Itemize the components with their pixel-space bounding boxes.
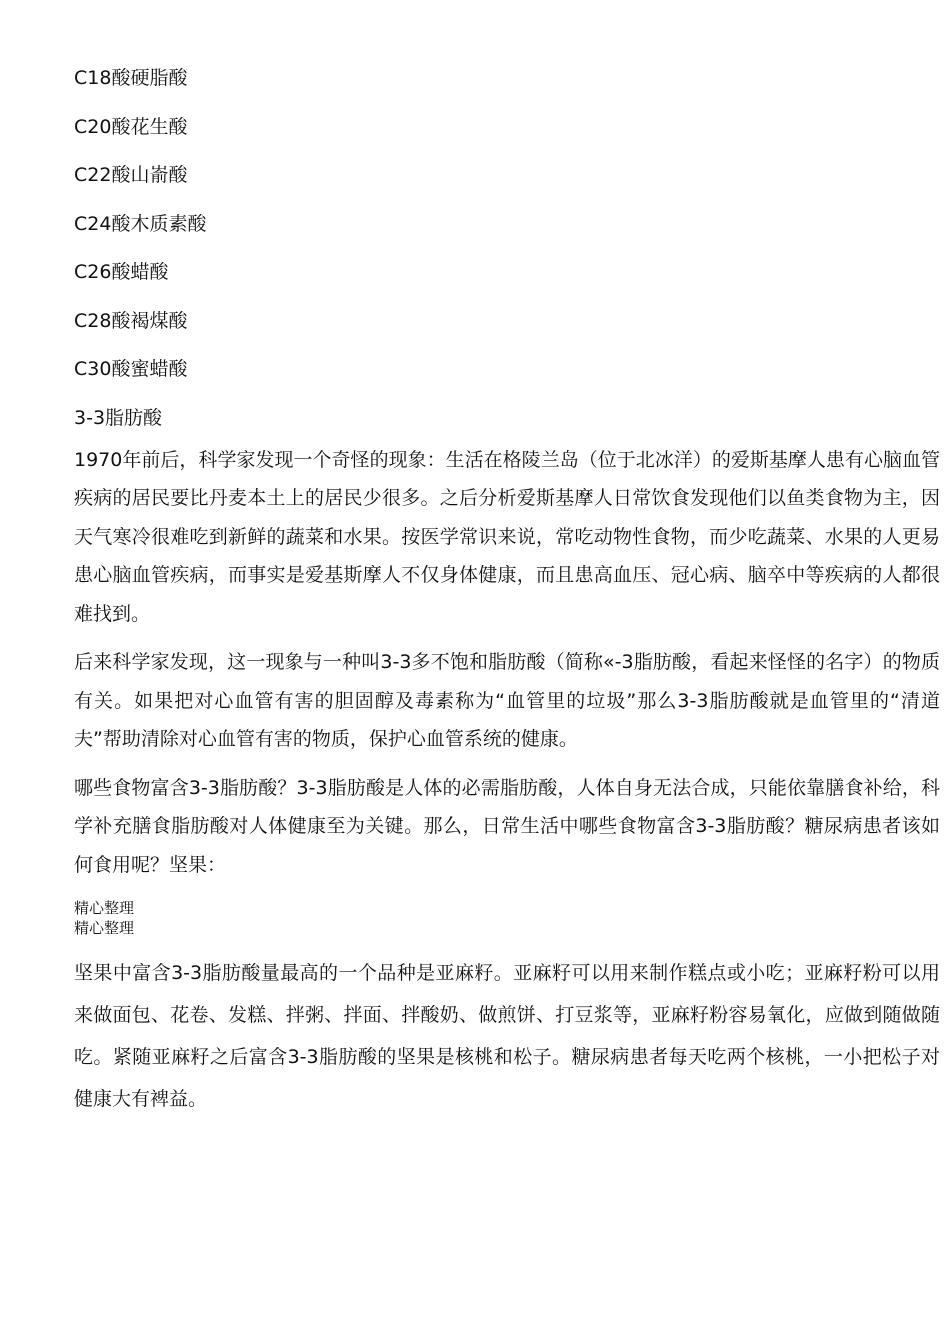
list-item: C26酸蜡酸 bbox=[74, 261, 169, 283]
list-item: C22酸山嵛酸 bbox=[74, 164, 188, 186]
paragraph-omega3-foods: 哪些食物富含3-3脂肪酸？3-3脂肪酸是人体的必需脂肪酸，人体自身无法合成，只能依靠膳食补给，科学补充膳食脂肪酸对人体健康至为关键。那么，日常生活中哪些食物富含3-3脂肪酸？糖尿病患者该如何食用呢？坚果： bbox=[74, 776, 940, 876]
list-item: C24酸木质素酸 bbox=[74, 212, 207, 235]
note-text: 精心整理 bbox=[74, 919, 135, 937]
list-item: 3-3脂肪酸 bbox=[74, 406, 163, 429]
note-text: 精心整理 bbox=[74, 899, 135, 917]
paragraph-flaxseed: 坚果中富含3-3脂肪酸量最高的一个品种是亚麻籽。亚麻籽可以用来制作糕点或小吃；亚麻籽粉可以用来做面包、花卷、发糕、拌粥、拌面、拌酸奶、做煎饼、打豆浆等，亚麻籽粉容易氧化，应做到随做随吃。紧随亚麻籽之后富含3-3脂肪酸的坚果是核桃和松子。糖尿病患者每天吃两个核桃，一小把松子对健康大有裨益。 bbox=[74, 962, 940, 1110]
notes-block bbox=[74, 898, 940, 938]
paragraph-eskimo-discovery: 1970年前后，科学家发现一个奇怪的现象：生活在格陵兰岛（位于北冰洋）的爱斯基摩人患有心脑血管疾病的居民要比丹麦本土上的居民少很多。之后分析爱斯基摩人日常饮食发现他们以鱼类食物为主，因天气寒冷很难吃到新鲜的蔬菜和水果。按医学常识来说，常吃动物性食物，而少吃蔬菜、水果的人更易患心脑血管疾病，而事实是爱基斯摩人不仅身体健康，而且患高血压、冠心病、脑卒中等疾病的人都很难找到。 bbox=[74, 448, 940, 625]
list-item: C20酸花生酸 bbox=[74, 115, 188, 138]
list-item: C28酸褐煤酸 bbox=[74, 309, 188, 332]
paragraph-omega3-cleaner: 后来科学家发现，这一现象与一种叫3-3多不饱和脂肪酸（简称«-3脂肪酸，看起来怪怪的名字）的物质有关。如果把对心血管有害的胆固醇及毒素称为“血管里的垃圾”那么3-3脂肪酸就是血管里的“清道夫”帮助清除对心血管有害的物质，保护心血管系统的健康。 bbox=[74, 651, 940, 750]
fatty-acid-list bbox=[74, 63, 940, 433]
list-item: C18酸硬脂酸 bbox=[74, 67, 188, 89]
list-item: C30酸蜜蜡酸 bbox=[74, 358, 188, 380]
document-page bbox=[74, 63, 940, 1130]
